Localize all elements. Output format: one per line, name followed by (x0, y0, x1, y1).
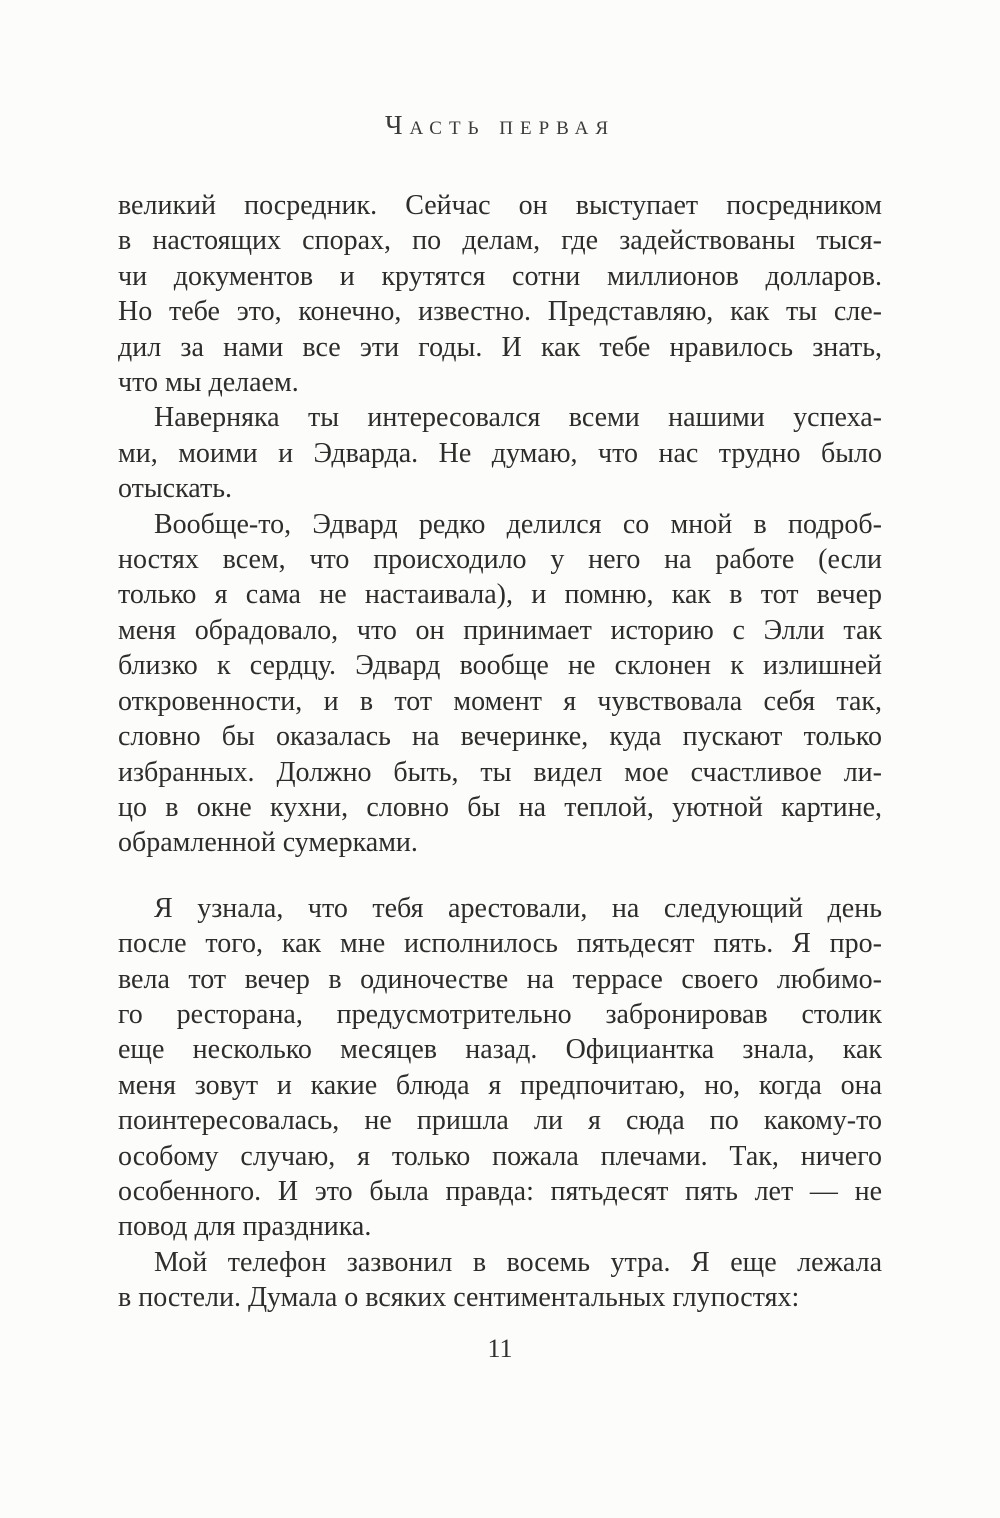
text-line: особенного. И это была правда: пятьдесят пять лет — не (118, 1175, 882, 1207)
text-line: великий посредник. Сейчас он выступает посредником (118, 190, 882, 221)
text-line: что мы делаем. (118, 367, 299, 399)
text-line: меня зовут и какие блюда я предпочитаю, но, когда она (118, 1069, 882, 1101)
paragraph (118, 1245, 882, 1316)
text-line: в настоящих спорах, по делам, где задействованы тыся- (118, 225, 882, 257)
text-line: словно бы оказалась на вечеринке, куда пускают только (118, 721, 882, 753)
text-line: только я сама не настаивала), и помню, как в тот вечер (118, 579, 882, 611)
text-line: еще несколько месяцев назад. Официантка знала, как (118, 1034, 882, 1066)
text-line: цо в окне кухни, словно бы на теплой, уютной картине, (118, 791, 882, 823)
text-line: избранных. Должно быть, ты видел мое счастливое ли- (118, 756, 882, 788)
paragraph (118, 507, 882, 861)
page-number: 11 (487, 1334, 513, 1363)
text-line: ми, моими и Эдварда. Не думаю, что нас трудно было (118, 437, 882, 469)
text-line: чи документов и крутятся сотни миллионов долларов. (118, 260, 882, 292)
paragraph (118, 400, 882, 506)
text-line: Я узнала, что тебя арестовали, на следующий день (154, 892, 882, 924)
text-line: вела тот вечер в одиночестве на террасе своего любимо- (118, 963, 882, 995)
paragraph (118, 891, 882, 1245)
text-line: дил за нами все эти годы. И как тебе нравилось знать, (118, 331, 882, 363)
paragraph (118, 188, 882, 400)
text-line: в постели. Думала о всяких сентиментальных глупостях: (118, 1282, 800, 1314)
text-line: Наверняка ты интересовался всеми нашими успеха- (154, 402, 882, 434)
text-line: отыскать. (118, 473, 232, 505)
text-line: откровенности, и в тот момент я чувствовала себя так, (118, 685, 882, 717)
running-header: Часть первая (384, 110, 616, 140)
text-line: особому случаю, я только пожала плечами. Так, ничего (118, 1140, 882, 1172)
text-line: Мой телефон зазвонил в восемь утра. Я еще лежала (154, 1246, 882, 1278)
text-line: Но тебе это, конечно, известно. Представляю, как ты сле- (118, 296, 882, 328)
text-line: Вообще-то, Эдвард редко делился со мной в подроб- (154, 508, 882, 540)
text-line: меня обрадовало, что он принимает историю с Элли так (118, 614, 882, 646)
text-line: повод для праздника. (118, 1211, 372, 1243)
text-line: го ресторана, предусмотрительно забронировав столик (118, 998, 882, 1030)
text-line: ностях всем, что происходило у него на работе (если (118, 544, 882, 576)
text-line: близко к сердцу. Эдвард вообще не склонен к излишней (118, 650, 882, 682)
body-text (118, 188, 882, 1316)
text-line: поинтересовалась, не пришла ли я сюда по какому-то (118, 1105, 882, 1137)
text-line: после того, как мне исполнилось пятьдесят пять. Я про- (118, 928, 882, 960)
text-line: обрамленной сумерками. (118, 827, 418, 859)
